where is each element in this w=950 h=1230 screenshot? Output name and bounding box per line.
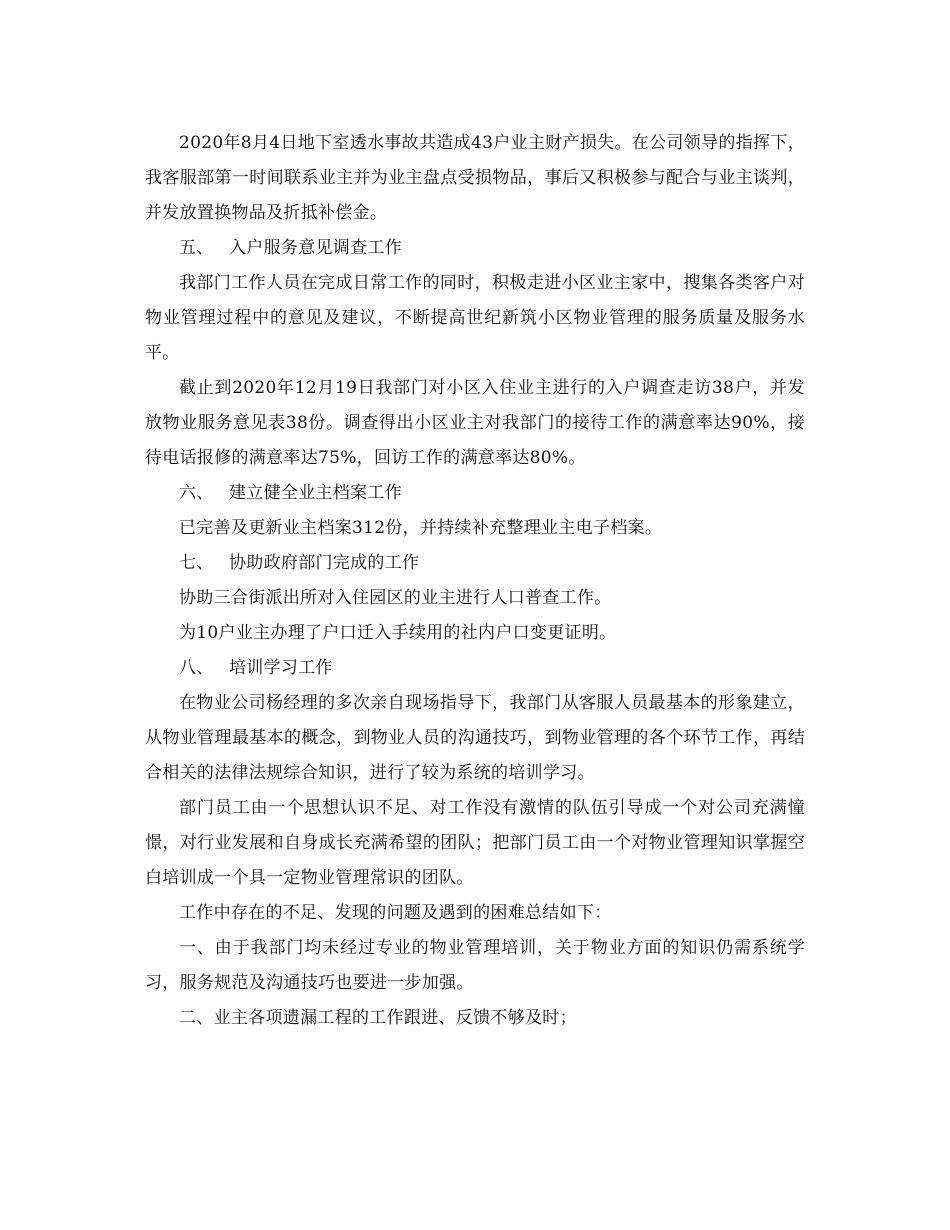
section-number: 八、 xyxy=(179,658,214,678)
section-title: 入户服务意见调查工作 xyxy=(229,238,402,258)
section-title: 建立健全业主档案工作 xyxy=(229,483,402,503)
paragraph-household-registration: 为10户业主办理了户口迁入手续用的社内户口变更证明。 xyxy=(179,623,617,643)
document-body xyxy=(145,126,805,1036)
section-heading-7 xyxy=(145,546,805,581)
section-title: 协助政府部门完成的工作 xyxy=(229,553,420,573)
paragraph-team-growth: 部门员工由一个思想认识不足、对工作没有激情的队伍引导成一个对公司充满憧憬，对行业发展和自身成长充满希望的团队；把部门员工由一个对物业管理知识掌握空白培训成一个具一定物业管理常识的团队。 xyxy=(145,798,805,888)
section-title: 培训学习工作 xyxy=(229,658,333,678)
section-heading-8 xyxy=(145,651,805,686)
paragraph-problems-intro: 工作中存在的不足、发现的问题及遇到的困难总结如下： xyxy=(179,903,612,923)
paragraph-survey-intro: 我部门工作人员在完成日常工作的同时，积极走进小区业主家中，搜集各类客户对物业管理过程中的意见及建议，不断提高世纪新筑小区物业管理的服务质量及服务水平。 xyxy=(145,273,805,363)
section-number: 五、 xyxy=(179,238,214,258)
paragraph-flood-incident: 2020年8月4日地下室透水事故共造成43户业主财产损失。在公司领导的指挥下，我客服部第一时间联系业主并为业主盘点受损物品，事后又积极参与配合与业主谈判，并发放置换物品及折抵补偿金。 xyxy=(145,133,805,223)
section-number: 六、 xyxy=(179,483,214,503)
paragraph-census: 协助三合街派出所对入住园区的业主进行人口普查工作。 xyxy=(179,588,612,608)
section-heading-5 xyxy=(145,231,805,266)
paragraph-archives: 已完善及更新业主档案312份，并持续补充整理业主电子档案。 xyxy=(179,518,663,538)
paragraph-survey-results: 截止到2020年12月19日我部门对小区入住业主进行的入户调查走访38户，并发放物业服务意见表38份。调查得出小区业主对我部门的接待工作的满意率达90%，接待电话报修的满意率达75%，回访工作的满意率达80%。 xyxy=(145,378,805,468)
section-number: 七、 xyxy=(179,553,214,573)
paragraph-training: 在物业公司杨经理的多次亲自现场指导下，我部门从客服人员最基本的形象建立，从物业管理最基本的概念，到物业人员的沟通技巧，到物业管理的各个环节工作，再结合相关的法律法规综合知识，进行了较为系统的培训学习。 xyxy=(145,693,805,783)
paragraph-problem-1: 一、由于我部门均未经过专业的物业管理培训，关于物业方面的知识仍需系统学习，服务规范及沟通技巧也要进一步加强。 xyxy=(145,938,805,993)
paragraph-problem-2: 二、业主各项遗漏工程的工作跟进、反馈不够及时； xyxy=(179,1008,577,1028)
section-heading-6 xyxy=(145,476,805,511)
